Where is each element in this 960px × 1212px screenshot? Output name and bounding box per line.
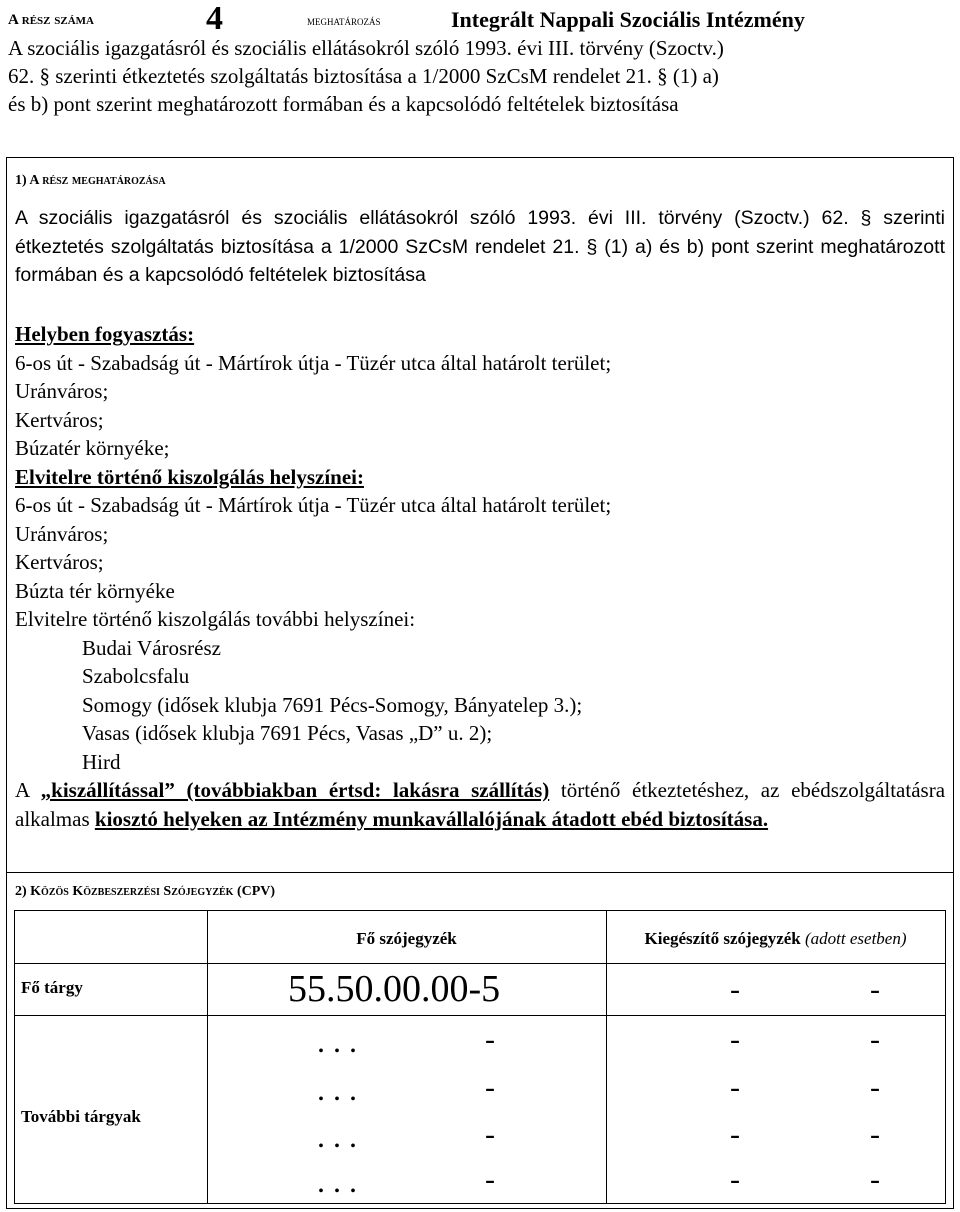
additional-extra: - (870, 1023, 880, 1056)
additional-extra: - (730, 1023, 740, 1056)
onsite-item: Kertváros; (15, 407, 104, 432)
onsite-item: 6-os út - Szabadság út - Mártírok útja - Tüzér utca által határolt terület; (15, 350, 612, 375)
more-location-item: Somogy (idősek klubja 7691 Pécs-Somogy, Bányatelep 3.); (82, 692, 583, 717)
main-subject-label: Fő tárgy (21, 978, 83, 997)
additional-dots: . . . (317, 1023, 357, 1059)
additional-dots: . . . (317, 1163, 357, 1199)
takeaway-item: Uránváros; (15, 521, 109, 546)
cpv-extra-header-main: Kiegészítő szójegyzék (644, 929, 801, 948)
section1-locations (15, 320, 945, 833)
header-description-line: és b) pont szerint meghatározott formában és a kapcsolódó feltételek biztosítása (8, 92, 679, 116)
cpv-column-divider (606, 911, 607, 1203)
header-description (8, 34, 953, 118)
section2-title (15, 884, 275, 900)
takeaway-item: Búzta tér környéke (15, 578, 175, 603)
main-subject-extra: - (730, 973, 740, 1006)
takeaway-item: Kertváros; (15, 550, 104, 574)
section1-title (15, 173, 166, 189)
delivery-text: történő étkeztetéshez, az ebédszolgáltatásra alkalmas (15, 778, 946, 831)
more-location-item: Budai Városrész (82, 635, 221, 660)
part-number-label-text: A rész száma (8, 12, 94, 28)
cpv-extra-header (606, 929, 945, 949)
additional-extra: - (870, 1071, 880, 1104)
onsite-heading: Helyben fogyasztás: (15, 322, 195, 346)
more-location-item: Hird (82, 749, 121, 774)
additional-dash: - (485, 1023, 495, 1056)
header-description-line: 62. § szerinti étkeztetés szolgáltatás biztosítása a 1/2000 SzCsM rendelet 21. § (1) a) (8, 64, 719, 88)
additional-extra: - (870, 1163, 880, 1196)
onsite-item: Búzatér környéke; (15, 436, 170, 460)
section1-description: A szociális igazgatásról és szociális ellátásokról szóló 1993. évi III. törvény (Szoctv.) 62. § szerinti étkeztetés szolgáltatás biztosítása a 1/2000 SzCsM rendelet 21. § (1) a) és b) pont szerint meghatározott formában és a kapcsolódó feltételek biztosítása (15, 207, 945, 286)
main-subject-code: 55.50.00.00-5 (288, 968, 501, 1010)
section1-title-text: 1) A rész meghatározása (15, 173, 166, 188)
delivery-paragraph (15, 776, 945, 833)
additional-extra: - (730, 1118, 740, 1151)
delivery-emphasis: kiosztó helyeken az Intézmény munkavállalójának átadott ebéd biztosítása. (94, 806, 769, 831)
additional-extra: - (730, 1163, 740, 1196)
additional-dash: - (485, 1071, 495, 1104)
header-description-line: A szociális igazgatásról és szociális ellátásokról szóló 1993. évi III. törvény (Szoctv.) (8, 36, 724, 60)
additional-subjects-label: További tárgyak (21, 1107, 141, 1126)
additional-dots: . . . (317, 1071, 357, 1107)
cpv-table (14, 910, 946, 1204)
additional-dash: - (485, 1118, 495, 1151)
cpv-row-divider (15, 1015, 945, 1016)
additional-dots: . . . (317, 1118, 357, 1154)
additional-dash: - (485, 1163, 495, 1196)
more-locations-heading: Elvitelre történő kiszolgálás további helyszínei: (15, 607, 416, 631)
cpv-main-header: Fő szójegyzék (356, 929, 457, 948)
part-number: 4 (206, 0, 223, 37)
additional-extra: - (730, 1071, 740, 1104)
section-divider (6, 872, 954, 873)
takeaway-heading: Elvitelre történő kiszolgálás helyszínei: (15, 464, 364, 489)
onsite-item: Uránváros; (15, 379, 109, 403)
additional-extra: - (870, 1118, 880, 1151)
institution-name: Integrált Nappali Szociális Intézmény (451, 7, 805, 32)
more-location-item: Szabolcsfalu (82, 664, 190, 688)
takeaway-item: 6-os út - Szabadság út - Mártírok útja - Tüzér utca által határolt terület; (15, 493, 612, 517)
cpv-column-divider (207, 911, 208, 1203)
more-location-item: Vasas (idősek klubja 7691 Pécs, Vasas „D” u. 2); (82, 721, 493, 745)
cpv-extra-header-note: (adott esetben) (805, 929, 907, 948)
cpv-row-divider (15, 963, 945, 964)
delivery-text: A (15, 778, 41, 802)
part-number-label (8, 12, 94, 29)
definition-label-text: meghatározás (307, 13, 381, 28)
definition-label (307, 13, 381, 29)
main-subject-extra: - (870, 973, 880, 1006)
delivery-emphasis: „kiszállítással” (továbbiakban értsd: lakásra szállítás) (40, 778, 550, 802)
section2-title-text: 2) Közös Közbeszerzési Szójegyzék (CPV) (15, 884, 276, 899)
